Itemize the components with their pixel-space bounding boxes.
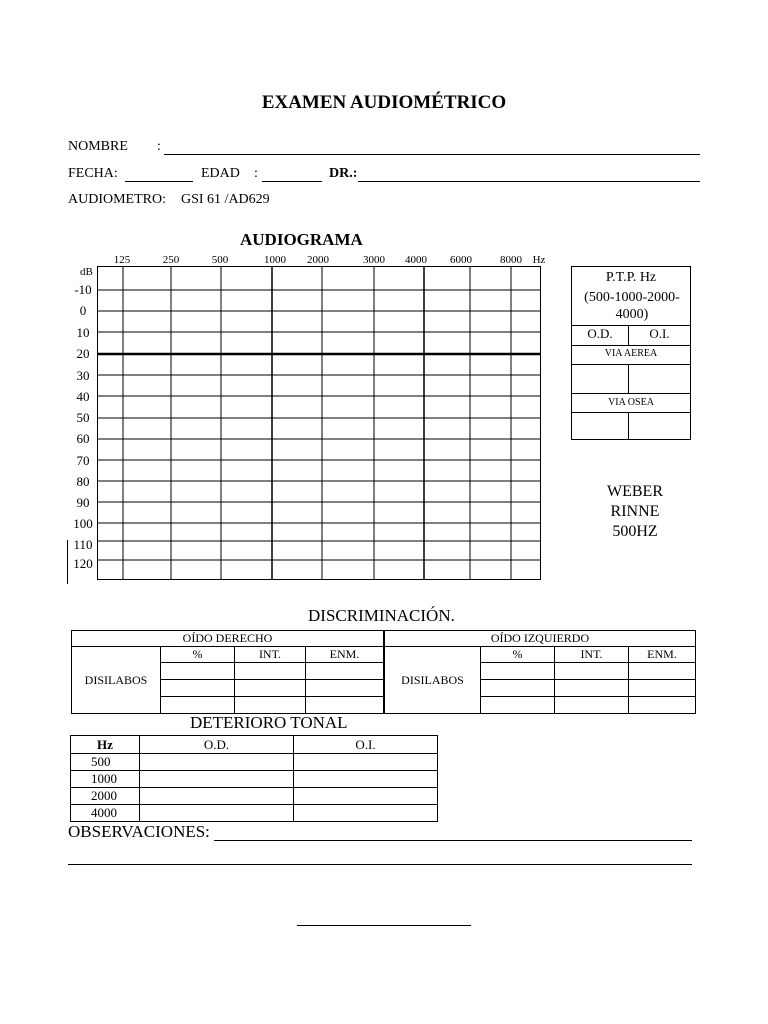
page-title: EXAMEN AUDIOMÉTRICO <box>261 92 507 113</box>
input-cell[interactable] <box>235 697 306 714</box>
discriminacion-title: DISCRIMINACIÓN. <box>308 606 455 625</box>
db-label: 20 <box>76 346 90 361</box>
freq-label: 6000 <box>450 254 472 266</box>
nombre-colon: : <box>157 139 161 154</box>
freq-label: 2000 <box>307 254 329 266</box>
freq-cell: 1000 <box>71 771 140 788</box>
freq-label: 4000 <box>405 254 427 266</box>
input-cell[interactable] <box>140 771 294 788</box>
col-header: ENM. <box>306 647 384 663</box>
input-cell[interactable] <box>481 680 555 697</box>
input-cell[interactable] <box>481 697 555 714</box>
col-header: INT. <box>235 647 306 663</box>
edad-colon: : <box>254 166 258 181</box>
col-header: O.D. <box>140 736 294 754</box>
input-cell[interactable] <box>306 680 384 697</box>
freq-label: 250 <box>162 254 180 266</box>
db-unit: dB <box>80 266 93 278</box>
ear-header: OÍDO DERECHO <box>72 631 384 647</box>
db-label: 80 <box>76 474 90 489</box>
db-label: 10 <box>76 325 90 340</box>
input-cell[interactable] <box>481 663 555 680</box>
col-header: % <box>481 647 555 663</box>
freq-label: 125 <box>113 254 131 266</box>
input-cell[interactable] <box>161 680 235 697</box>
observaciones-field-line-2[interactable] <box>68 864 692 865</box>
deterioro-table <box>70 735 438 822</box>
input-cell[interactable] <box>555 663 629 680</box>
input-cell[interactable] <box>294 805 438 822</box>
db-label: 40 <box>76 389 90 404</box>
rinne-label: RINNE <box>610 503 660 520</box>
freq-unit: Hz <box>532 254 546 266</box>
discriminacion-oi-table <box>384 630 696 714</box>
observaciones-label: OBSERVACIONES: <box>68 822 210 841</box>
input-cell[interactable] <box>555 680 629 697</box>
freq-label: 500 <box>211 254 229 266</box>
freq-label: 1000 <box>264 254 286 266</box>
col-header: INT. <box>555 647 629 663</box>
margin-mark <box>67 540 68 584</box>
db-label: 50 <box>76 410 90 425</box>
ptp-oi: O.I. <box>649 326 670 341</box>
divider <box>572 345 690 346</box>
fecha-label: FECHA: <box>68 166 118 181</box>
discriminacion-od-table <box>71 630 384 714</box>
dr-label: DR.: <box>329 166 358 181</box>
freq-cell: 500 <box>71 754 140 771</box>
ear-header: OÍDO IZQUIERDO <box>385 631 696 647</box>
divider <box>628 364 629 393</box>
db-label: -10 <box>74 282 92 297</box>
weber-block <box>580 482 690 542</box>
col-header: ENM. <box>629 647 696 663</box>
input-cell[interactable] <box>629 663 696 680</box>
via-aerea-label: VIA AEREA <box>604 348 658 359</box>
db-label: 90 <box>76 495 90 510</box>
audiometro-value: GSI 61 /AD629 <box>181 192 270 207</box>
edad-field[interactable] <box>262 181 322 182</box>
edad-label: EDAD <box>201 166 240 181</box>
input-cell[interactable] <box>235 680 306 697</box>
db-label: 120 <box>73 556 93 571</box>
input-cell[interactable] <box>294 754 438 771</box>
input-cell[interactable] <box>555 697 629 714</box>
input-cell[interactable] <box>235 663 306 680</box>
divider <box>628 412 629 439</box>
input-cell[interactable] <box>140 754 294 771</box>
row-label: DISILABOS <box>385 647 481 714</box>
input-cell[interactable] <box>294 788 438 805</box>
col-header: O.I. <box>294 736 438 754</box>
dr-field[interactable] <box>358 181 700 182</box>
observaciones-field[interactable] <box>214 840 692 841</box>
divider <box>572 412 690 413</box>
input-cell[interactable] <box>140 788 294 805</box>
col-header: Hz <box>71 736 140 754</box>
input-cell[interactable] <box>306 663 384 680</box>
ptp-od: O.D. <box>587 326 613 341</box>
input-cell[interactable] <box>161 663 235 680</box>
freq-cell: 4000 <box>71 805 140 822</box>
signature-line[interactable] <box>297 925 471 926</box>
divider <box>572 393 690 394</box>
db-label: 100 <box>73 516 93 531</box>
row-label: DISILABOS <box>72 647 161 714</box>
divider <box>572 364 690 365</box>
deterioro-title: DETERIORO TONAL <box>190 713 348 732</box>
nombre-field[interactable] <box>164 154 700 155</box>
audiometro-label: AUDIOMETRO: <box>68 192 166 207</box>
input-cell[interactable] <box>306 697 384 714</box>
audiogram-title: AUDIOGRAMA <box>240 230 363 249</box>
input-cell[interactable] <box>629 680 696 697</box>
audiogram-grid[interactable] <box>97 266 542 582</box>
freq-cell: 2000 <box>71 788 140 805</box>
weber-label: WEBER <box>607 483 663 500</box>
db-label: 70 <box>76 453 90 468</box>
input-cell[interactable] <box>294 771 438 788</box>
freq-label: 8000 <box>500 254 522 266</box>
freq-label: 3000 <box>363 254 385 266</box>
fecha-field[interactable] <box>125 181 193 182</box>
db-label: 60 <box>76 431 90 446</box>
via-osea-label: VIA OSEA <box>608 397 654 408</box>
ptp-box <box>571 266 691 440</box>
col-header: % <box>161 647 235 663</box>
db-label: 30 <box>76 368 90 383</box>
nombre-label: NOMBRE <box>68 139 128 154</box>
input-cell[interactable] <box>161 697 235 714</box>
input-cell[interactable] <box>140 805 294 822</box>
ptp-subtitle: (500-1000-2000-4000) <box>584 290 680 322</box>
db-label: 110 <box>73 537 93 552</box>
input-cell[interactable] <box>629 697 696 714</box>
db-label: 0 <box>79 303 87 318</box>
frequency-label: 500HZ <box>612 523 658 540</box>
ptp-title: P.T.P. Hz <box>605 270 657 285</box>
